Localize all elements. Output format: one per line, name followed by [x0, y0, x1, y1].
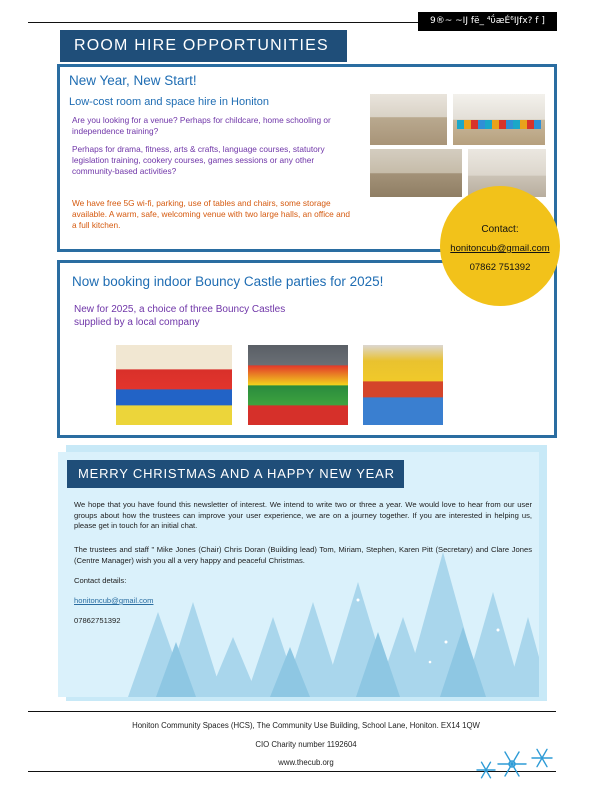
contact-title: Contact:: [481, 224, 519, 235]
christmas-banner: MERRY CHRISTMAS AND A HAPPY NEW YEAR: [67, 460, 404, 488]
room-hire-para-activities: Perhaps for drama, fitness, arts & crafts, language courses, statutory legislation training, cookery courses, games sessions or any other community-based activities?: [72, 144, 325, 176]
christmas-contact-label: Contact details:: [74, 576, 127, 585]
snowflake-icon: [468, 744, 558, 784]
footer-top-rule: [28, 711, 556, 712]
room-hire-subtitle: Low-cost room and space hire in Honiton: [69, 96, 269, 108]
bouncy-castle-photo-3: [363, 345, 443, 425]
hall-photo-chairs: [453, 94, 545, 145]
room-hire-banner: ROOM HIRE OPPORTUNITIES: [60, 30, 347, 62]
bouncy-castle-photo-1: [116, 345, 232, 425]
christmas-phone: 07862751392: [74, 616, 121, 625]
bouncy-castle-photo-2: [248, 345, 348, 425]
hall-photo-floor: [370, 149, 462, 197]
footer-address: Honiton Community Spaces (HCS), The Community Use Building, School Lane, Honiton. EX14 1QW: [132, 721, 480, 730]
room-hire-para-facilities: We have free 5G wi-fi, parking, use of tables and chairs, some storage available. A warm, safe, welcoming venue with two large halls, an office and a full kitchen.: [72, 198, 350, 230]
contact-circle: [440, 186, 560, 306]
christmas-para-greeting: The trustees and staff " Mike Jones (Chair) Chris Doran (Building lead) Tom, Miriam, Stephen, Karen Pitt (Secretary) and Clare Jones (Centre Manager) wish you all a very happy and peaceful Christmas.: [74, 545, 532, 565]
page-tag: 9®~ ~IJ fë_ ⁴ΰæÉ⁶IJfx? f ]: [418, 12, 557, 31]
hall-photo-empty: [370, 94, 447, 145]
hall-chairs: [457, 120, 541, 129]
room-hire-para-venue: Are you looking for a venue? Perhaps for childcare, home schooling or independence training?: [72, 115, 331, 136]
christmas-trees-illustration: [58, 452, 539, 697]
contact-email-link[interactable]: honitoncub@gmail.com: [450, 243, 550, 254]
bouncy-castle-text: New for 2025, a choice of three Bouncy Castles supplied by a local company: [74, 304, 286, 328]
room-hire-title: New Year, New Start!: [69, 73, 197, 88]
christmas-para-newsletter: We hope that you have found this newsletter of interest. We intend to write two or three a year. We would love to hear from our user groups about how the trustees can improve your user experience, we are on a journey together. If you are interested in helping us, please get in touch for an initial chat.: [74, 500, 532, 530]
footer-charity-number: CIO Charity number 1192604: [255, 740, 357, 749]
footer-website-link[interactable]: www.thecub.org: [278, 758, 334, 767]
contact-phone: 07862 751392: [469, 262, 531, 273]
bouncy-castle-title: Now booking indoor Bouncy Castle parties for 2025!: [72, 274, 384, 289]
christmas-box: [58, 452, 539, 697]
christmas-email-link[interactable]: honitoncub@gmail.com: [74, 596, 154, 605]
